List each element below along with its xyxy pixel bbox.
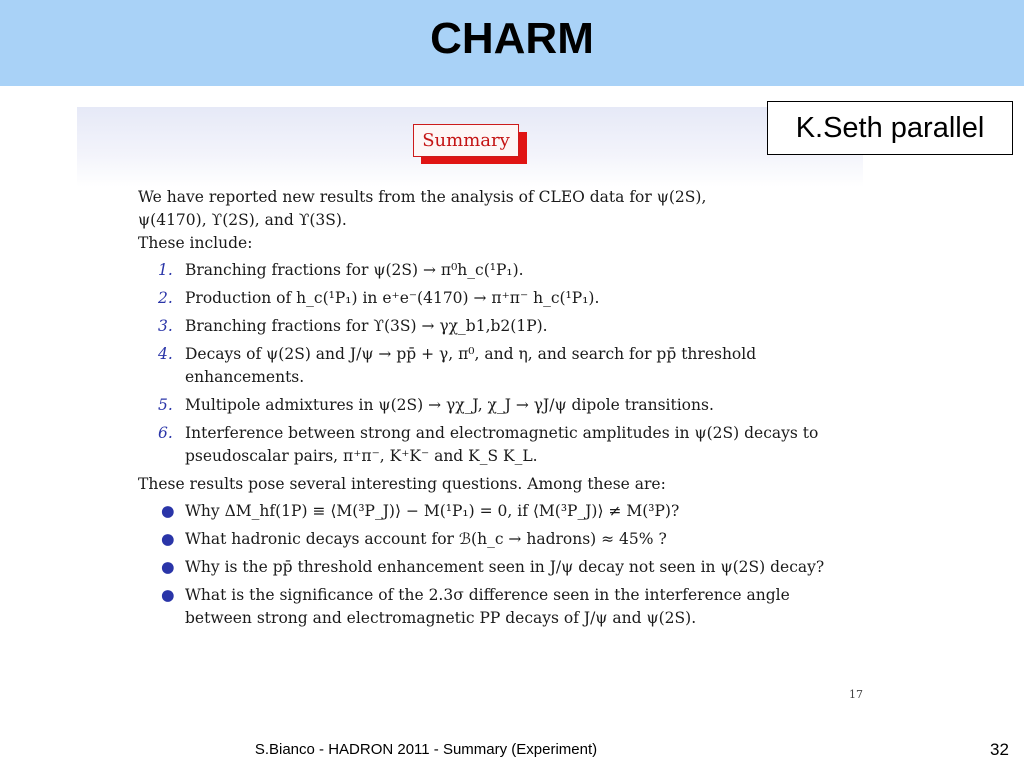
list-item-text: Branching fractions for ψ(2S) → π⁰h_c(¹P₁). xyxy=(185,261,524,279)
list-number: 4. xyxy=(158,345,173,363)
list-item-text: Interference between strong and electromagnetic amplitudes in ψ(2S) decays to pseudoscalar pairs, π⁺π⁻, K⁺K⁻ and K_S K_L. xyxy=(185,424,819,465)
these-include-label: These include: xyxy=(138,234,253,252)
intro-line-2: ψ(4170), ϒ(2S), and ϒ(3S). xyxy=(138,211,347,229)
list-item xyxy=(158,259,828,282)
summary-body xyxy=(138,186,828,630)
bullet-icon: ● xyxy=(161,558,175,576)
list-item-text: Decays of ψ(2S) and J/ψ → pp̄ + γ, π⁰, and η, and search for pp̄ threshold enhancements. xyxy=(185,345,757,386)
list-item xyxy=(158,394,828,417)
list-number: 3. xyxy=(158,317,173,335)
list-item-text: What is the significance of the 2.3σ difference seen in the interference angle between strong and electromagnetic PP decays of J/ψ and ψ(2S). xyxy=(185,586,790,627)
session-tag: K.Seth parallel xyxy=(767,101,1013,155)
slide-header xyxy=(0,0,1024,86)
list-item-text: What hadronic decays account for ℬ(h_c → hadrons) ≈ 45% ? xyxy=(185,530,667,548)
bullet-icon: ● xyxy=(161,502,175,520)
slide-number: 32 xyxy=(990,740,1009,759)
list-item xyxy=(158,500,828,523)
questions-list xyxy=(158,500,828,630)
summary-heading-box xyxy=(413,124,519,158)
list-item-text: Production of h_c(¹P₁) in e⁺e⁻(4170) → π⁺π⁻ h_c(¹P₁). xyxy=(185,289,600,307)
bullet-icon: ● xyxy=(161,586,175,604)
summary-heading: Summary xyxy=(413,124,519,157)
list-number: 5. xyxy=(158,396,173,414)
list-item xyxy=(158,287,828,310)
list-item xyxy=(158,556,828,579)
embedded-paper-page xyxy=(77,107,863,707)
list-item xyxy=(158,528,828,551)
slide-title: CHARM xyxy=(430,14,594,63)
list-item xyxy=(158,584,828,630)
bullet-icon: ● xyxy=(161,530,175,548)
questions-intro: These results pose several interesting questions. Among these are: xyxy=(138,475,666,493)
list-item-text: Branching fractions for ϒ(3S) → γχ_b1,b2(1P). xyxy=(185,317,548,335)
list-number: 2. xyxy=(158,289,173,307)
list-item-text: Multipole admixtures in ψ(2S) → γχ_J, χ_J → γJ/ψ dipole transitions. xyxy=(185,396,714,414)
list-item-text: Why is the pp̄ threshold enhancement seen in J/ψ decay not seen in ψ(2S) decay? xyxy=(185,558,825,576)
slide-footer: S.Bianco - HADRON 2011 - Summary (Experiment) xyxy=(254,741,598,758)
list-item xyxy=(158,343,828,389)
list-item-text: Why ΔM_hf(1P) ≡ ⟨M(³P_J)⟩ − M(¹P₁) = 0, if ⟨M(³P_J)⟩ ≠ M(³P)? xyxy=(185,502,680,520)
results-list xyxy=(158,259,828,468)
paper-page-number: 17 xyxy=(849,688,863,701)
list-number: 1. xyxy=(158,261,173,279)
list-number: 6. xyxy=(158,424,173,442)
list-item xyxy=(158,315,828,338)
intro-line-1: We have reported new results from the analysis of CLEO data for ψ(2S), xyxy=(138,188,707,206)
list-item xyxy=(158,422,828,468)
